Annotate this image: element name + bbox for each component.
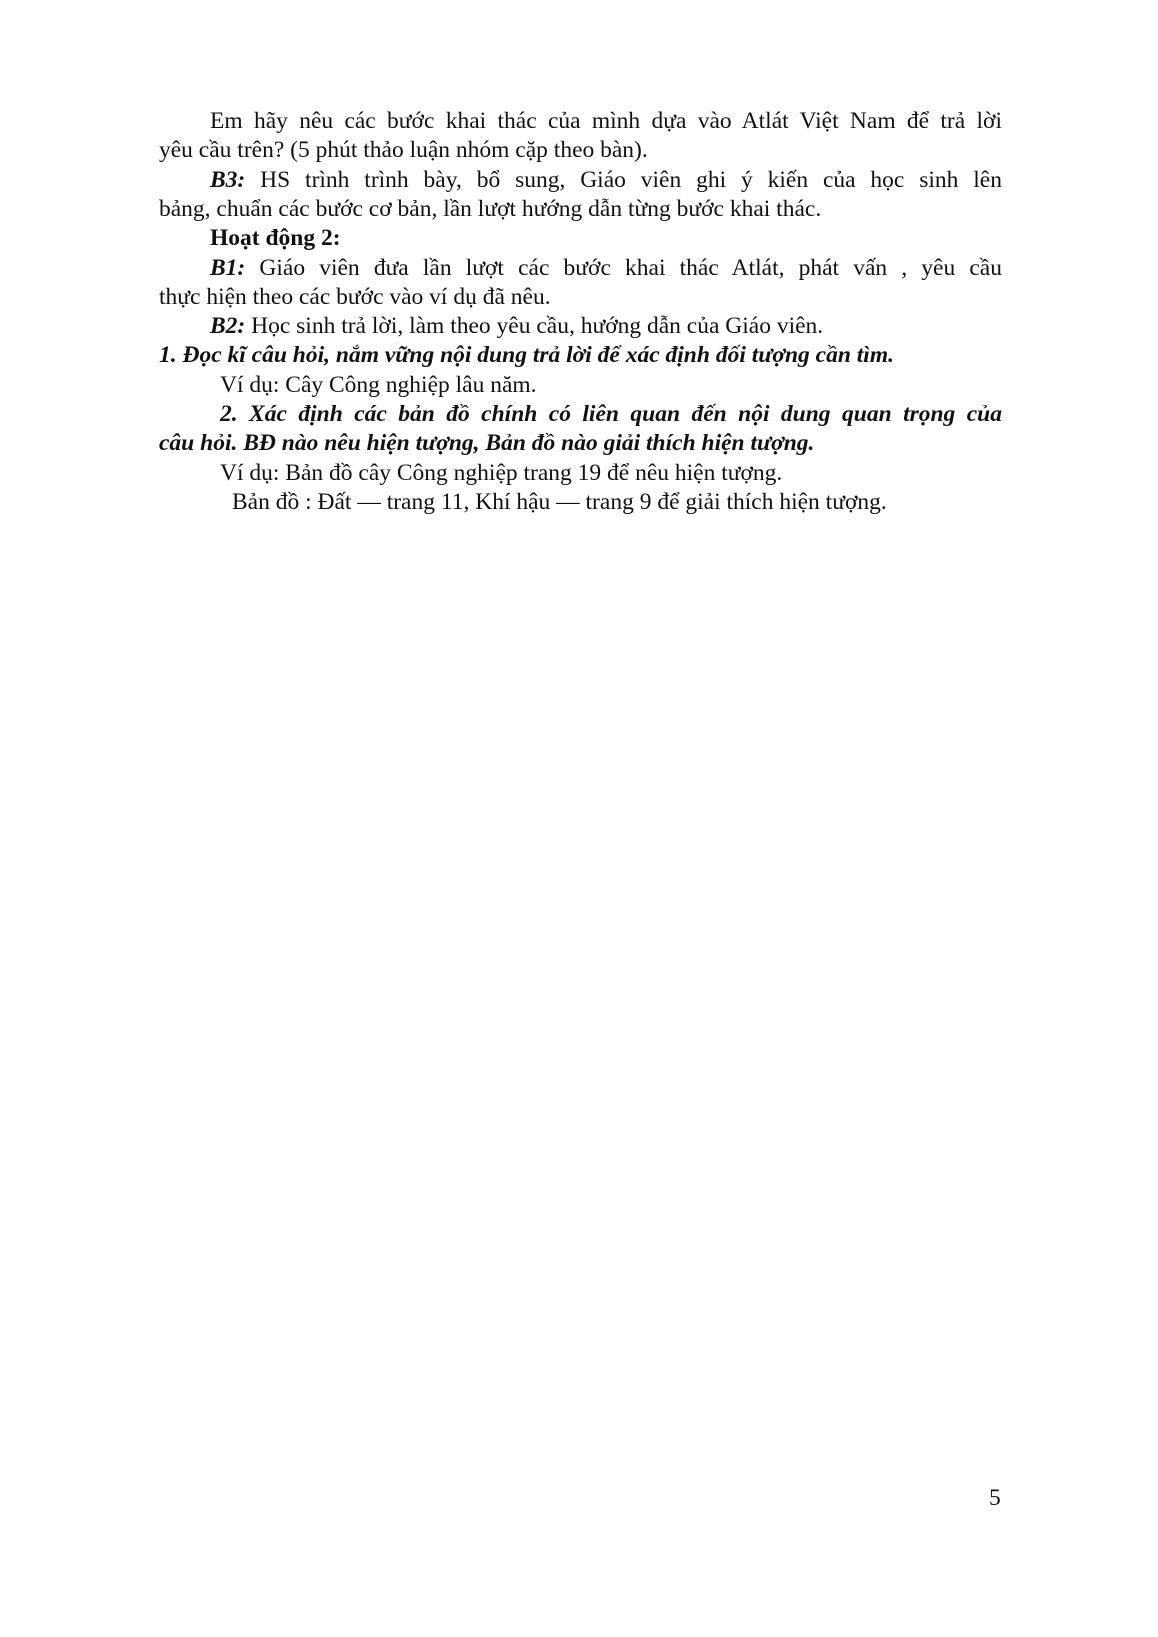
numbered-step-2 bbox=[220, 399, 1002, 429]
text: thực hiện theo các bước vào ví dụ đã nêu. bbox=[159, 284, 551, 310]
step-b1-line bbox=[210, 253, 1002, 283]
paragraph-line bbox=[159, 194, 821, 224]
text: Ví dụ: Bản đồ cây Công nghiệp trang 19 để nêu hiện tượng. bbox=[220, 460, 783, 486]
example-line bbox=[220, 458, 782, 488]
text: Bản đồ : Đất — trang 11, Khí hậu — trang 9 để giải thích hiện tượng. bbox=[232, 489, 887, 515]
text: Giáo viên đưa lần lượt các bước khai thác Atlát, phát vấn , yêu cầu bbox=[245, 255, 1002, 281]
step-b2-line bbox=[210, 311, 823, 341]
step-label: B2: bbox=[210, 313, 246, 339]
section-heading bbox=[210, 223, 341, 253]
text: HS trình trình bày, bổ sung, Giáo viên ghi ý kiến của học sinh lên bbox=[245, 167, 1002, 193]
text: Ví dụ: Cây Công nghiệp lâu năm. bbox=[220, 372, 537, 398]
step-label: B1: bbox=[210, 255, 246, 281]
paragraph-line bbox=[159, 135, 648, 165]
numbered-step-2-continued bbox=[159, 428, 814, 458]
numbered-step-1 bbox=[159, 340, 894, 370]
text: 2. Xác định các bản đồ chính có liên quan đến nội dung quan trọng của bbox=[220, 401, 1002, 427]
heading-text: Hoạt động 2: bbox=[210, 225, 341, 251]
paragraph-line bbox=[210, 106, 1002, 136]
text: Học sinh trả lời, làm theo yêu cầu, hướng dẫn của Giáo viên. bbox=[245, 313, 824, 339]
example-line bbox=[220, 370, 537, 400]
step-label: B3: bbox=[210, 167, 246, 193]
text: bảng, chuẩn các bước cơ bản, lần lượt hướng dẫn từng bước khai thác. bbox=[159, 196, 822, 222]
text: câu hỏi. BĐ nào nêu hiện tượng, Bản đồ nào giải thích hiện tượng. bbox=[159, 430, 815, 456]
text: Em hãy nêu các bước khai thác của mình dựa vào Atlát Việt Nam để trả lời bbox=[210, 108, 1002, 134]
text: 1. Đọc kĩ câu hỏi, nắm vững nội dung trả lời để xác định đối tượng cần tìm. bbox=[159, 342, 894, 368]
map-reference-line bbox=[232, 487, 887, 517]
text: yêu cầu trên? (5 phút thảo luận nhóm cặp theo bàn). bbox=[159, 137, 648, 163]
paragraph-line bbox=[159, 282, 551, 312]
page-number: 5 bbox=[989, 1485, 1001, 1511]
step-b3-line bbox=[210, 165, 1002, 195]
